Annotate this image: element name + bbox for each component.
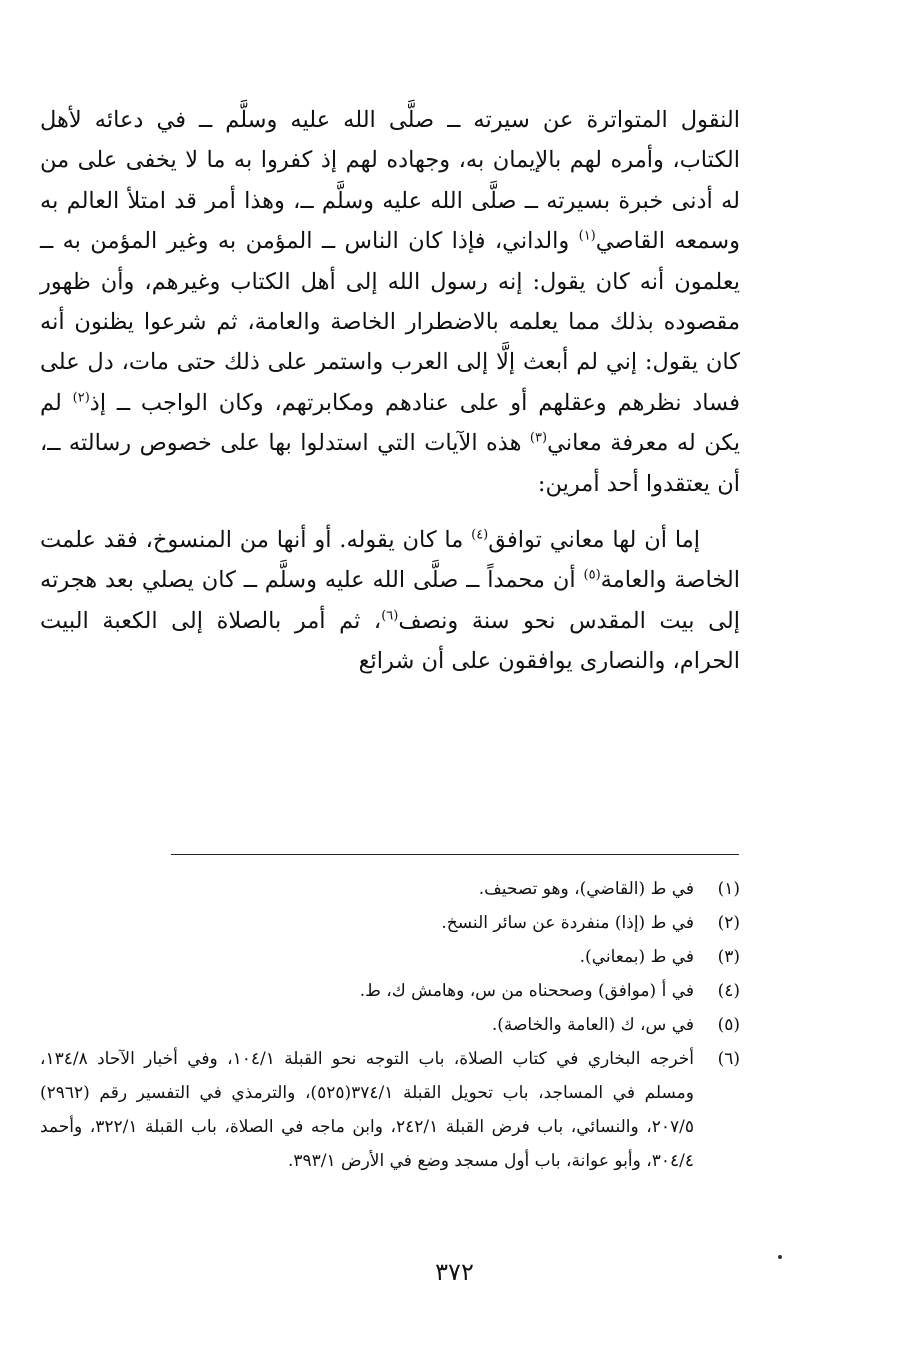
footnote-text: في أ (موافق) وصححناه من س، وهامش ك، ط. (359, 981, 694, 1001)
paragraph (40, 520, 740, 682)
footnote-number: (٦) (717, 1049, 740, 1069)
footnote (40, 1042, 740, 1178)
footnote-marker: (٤) (471, 527, 489, 543)
footnote-marker: (٣) (529, 430, 548, 446)
paragraph-text: النقول المتواترة عن سيرته ــ صلَّى الله عليه وسلَّم ــ في دعائه لأهل الكتاب، وأمره لهم بالإيمان به، وجهاده لهم إذ كفروا به ما لا يخفى على من له أدنى خبرة بسيرته ــ صلَّى الله عليه وسلَّم ــ، وهذا أمر قد امتلأ العالم به وسمعه القاصي (40, 107, 740, 255)
footnote-number: (١) (717, 879, 740, 899)
paragraph-text: والداني، فإذا كان الناس ــ المؤمن به وغير المؤمن به ــ يعلمون أنه كان يقول: إنه رسول الله إلى أهل الكتاب وغيرهم، وأن ظهور مقصوده بذلك مما يعلمه بالاضطرار الخاصة والعامة، ثم شرعوا يظنون أنه كان يقول: إني لم أبعث إلَّا إلى العرب واستمر على ذلك حتى مات، دل على فساد نظرهم وعقلهم أو على عنادهم ومكابرتهم، وكان الواجب ــ إذ (40, 228, 740, 416)
footnote-number: (٤) (717, 981, 740, 1001)
footnote-marker: (١) (578, 228, 596, 244)
footnote-text: في ط (القاضي)، وهو تصحيف. (478, 879, 694, 899)
footnote (40, 974, 740, 1008)
paragraph-text: هذه الآيات التي استدلوا بها على خصوص رسالته ــ، أن يعتقدوا أحد أمرين: (40, 430, 740, 497)
footnote (40, 872, 740, 906)
footnote-marker: (٥) (583, 567, 601, 583)
paragraph-text: إما أن لها معاني توافق (488, 527, 700, 554)
footnote-text: في ط (بمعاني). (579, 947, 694, 967)
footnotes (40, 872, 740, 1178)
footnote (40, 1008, 740, 1042)
footnote-marker: (٦) (381, 608, 399, 624)
footnote-text: في ط (إذا) منفردة عن سائر النسخ. (441, 913, 694, 933)
footnote-text: في س، ك (العامة والخاصة). (491, 1015, 694, 1035)
paragraph-text: ما كان يقوله. أو أنها من المنسوخ، فقد علمت الخاصة والعامة (40, 527, 740, 594)
main-text (40, 100, 740, 682)
footnote-divider (171, 854, 739, 855)
footnote-number: (٢) (717, 913, 740, 933)
footnote-number: (٣) (717, 947, 740, 967)
footnote (40, 940, 740, 974)
footnote-marker: (٢) (72, 390, 90, 406)
footnote-number: (٥) (717, 1015, 740, 1035)
page-number: ٣٧٢ (435, 1258, 474, 1286)
paragraph-text: لم يكن له معرفة معاني (40, 389, 741, 457)
paragraph-text: ، ثم أمر بالصلاة إلى الكعبة البيت الحرام، والنصارى يوافقون على أن شرائع (40, 607, 740, 675)
footnote-text: أخرجه البخاري في كتاب الصلاة، باب التوجه نحو القبلة ١٠٤/١، وفي أخبار الآحاد ١٣٤/٨، ومسلم في المساجد، باب تحويل القبلة ٣٧٤/١(٥٢٥)، والترمذي في التفسير رقم (٢٩٦٢) ٢٠٧/٥، والنسائي، باب فرض القبلة ٢٤٢/١، وابن ماجه في الصلاة، باب القبلة ٣٢٢/١، وأحمد ٣٠٤/٤، وأبو عوانة، باب أول مسجد وضع في الأرض ٣٩٣/١. (40, 1049, 694, 1171)
paragraph-text: أن محمداً ــ صلَّى الله عليه وسلَّم ــ كان يصلي بعد هجرته إلى بيت المقدس نحو سنة ونصف (40, 567, 740, 634)
paragraph (40, 100, 740, 504)
footnote (40, 906, 740, 940)
